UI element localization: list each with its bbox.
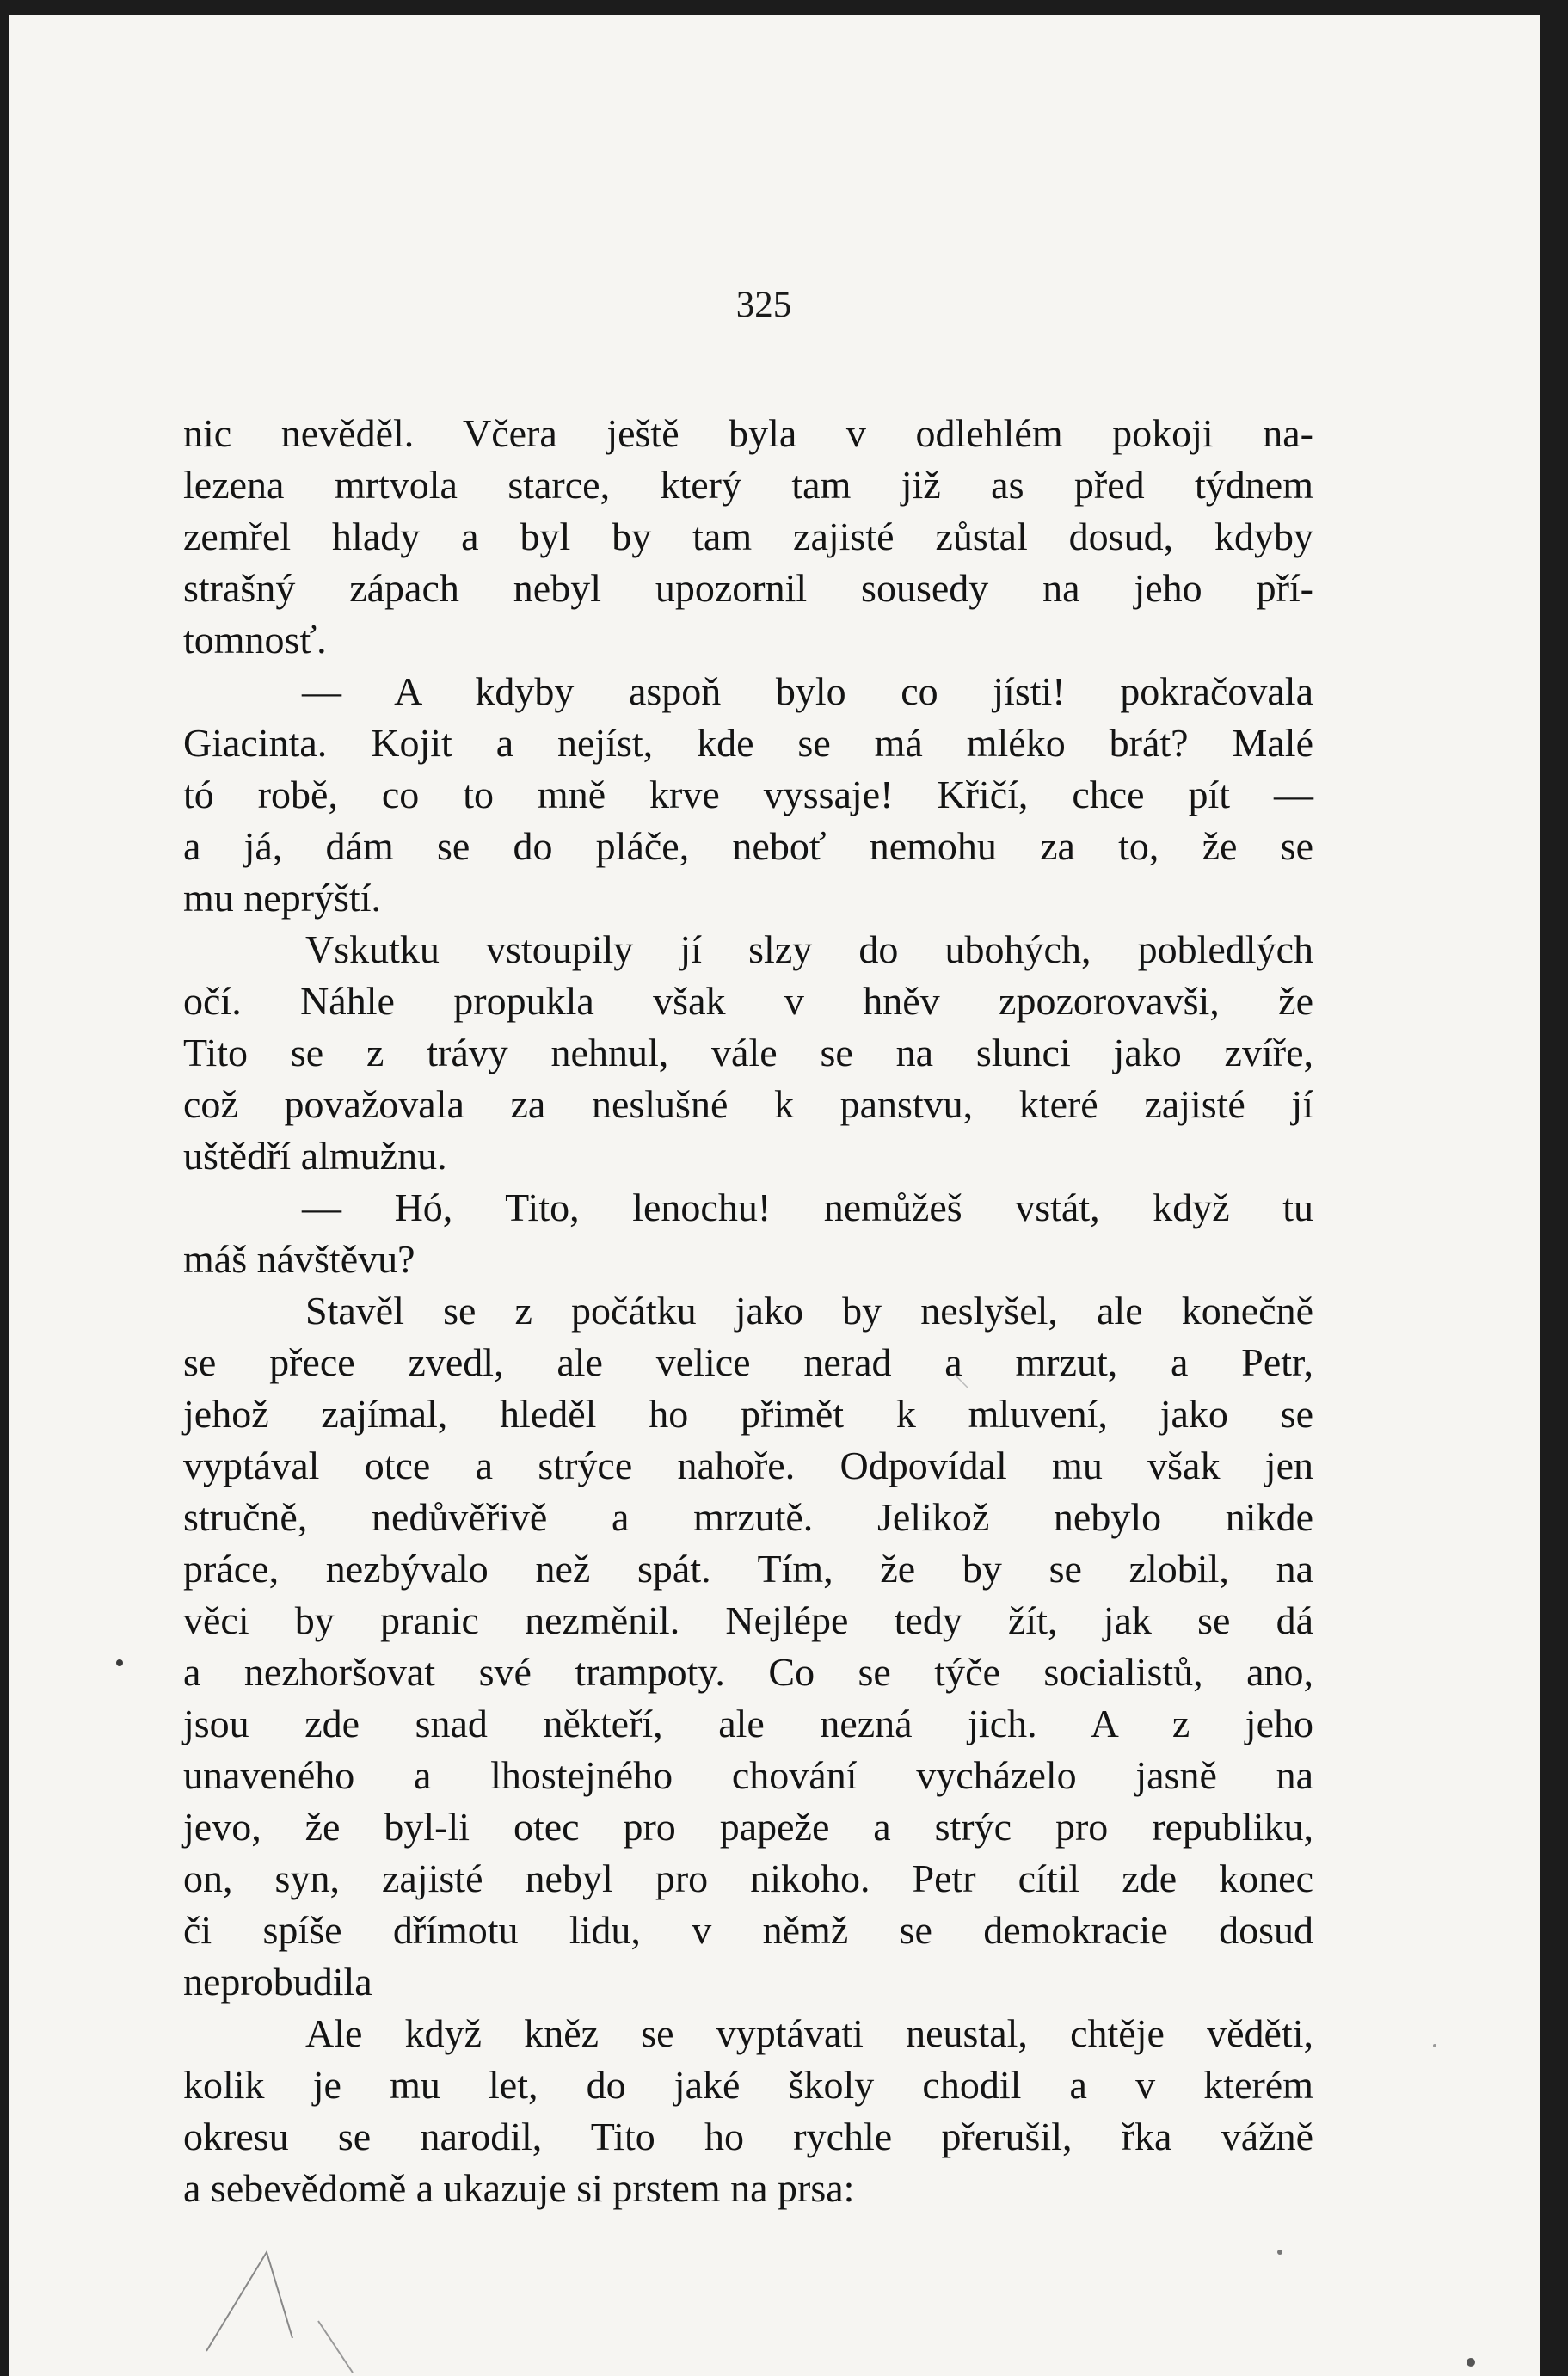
- text-line: či spíše dřímotu lidu, v němž se demokracie dosud: [183, 1908, 1313, 1952]
- paragraph-2: [183, 666, 1313, 924]
- text-line: věci by pranic nezměnil. Nejlépe tedy žít, jak se dá: [183, 1598, 1313, 1642]
- text-line: uštědří almužnu.: [183, 1134, 447, 1178]
- text-line: práce, nezbývalo než spát. Tím, že by se zlobil, na: [183, 1547, 1313, 1591]
- text-line: a sebevědomě a ukazuje si prstem na prsa:: [183, 2166, 855, 2210]
- text-line: lezena mrtvola starce, který tam již as před týdnem: [183, 463, 1313, 507]
- text-line: což považovala za neslušné k panstvu, které zajisté jí: [183, 1082, 1313, 1126]
- text-line: neprobudila: [183, 1960, 372, 2004]
- text-line: očí. Náhle propukla však v hněv zpozorovavši, že: [183, 979, 1313, 1023]
- text-line: vyptával otce a strýce nahoře. Odpovídal mu však jen: [183, 1443, 1313, 1487]
- text-line: máš návštěvu?: [183, 1237, 415, 1281]
- text-line: kolik je mu let, do jaké školy chodil a v kterém: [183, 2063, 1313, 2107]
- text-line: jsou zde snad někteří, ale nezná jich. A z jeho: [183, 1702, 1313, 1745]
- text-line: a já, dám se do pláče, neboť nemohu za to, že se: [183, 824, 1313, 868]
- text-line: Stavěl se z počátku jako by neslyšel, ale konečně: [305, 1289, 1313, 1333]
- text-line: Vskutku vstoupily jí slzy do ubohých, pobledlých: [305, 927, 1313, 971]
- text-line: Ale když kněz se vyptávati neustal, chtěje věděti,: [305, 2011, 1313, 2055]
- text-line: stručně, nedůvěřivě a mrzutě. Jelikož nebylo nikde: [183, 1495, 1313, 1539]
- text-line: — A kdyby aspoň bylo co jísti! pokračovala: [302, 669, 1313, 713]
- paragraph-4: [183, 1182, 1313, 1285]
- paragraph-5: [183, 1285, 1313, 2008]
- text-line: unaveného a lhostejného chování vycházelo jasně na: [183, 1753, 1313, 1797]
- book-page: [9, 15, 1540, 2376]
- text-line: zemřel hlady a byl by tam zajisté zůstal dosud, kdyby: [183, 514, 1313, 558]
- text-line: okresu se narodil, Tito ho rychle přerušil, řka vážně: [183, 2114, 1313, 2158]
- page-number: 325: [735, 285, 792, 325]
- page-text: [183, 408, 1313, 2214]
- paragraph-1: [183, 408, 1313, 666]
- text-line: tó robě, co to mně krve vyssaje! Křičí, chce pít —: [183, 773, 1313, 816]
- paragraph-3: [183, 924, 1313, 1182]
- text-line: nic nevěděl. Včera ještě byla v odlehlém pokoji na-: [183, 411, 1313, 455]
- paragraph-6: [183, 2008, 1313, 2214]
- text-line: Tito se z trávy nehnul, vále se na slunci jako zvíře,: [183, 1031, 1313, 1074]
- text-line: tomnosť.: [183, 618, 327, 662]
- text-line: strašný zápach nebyl upozornil sousedy na jeho pří-: [183, 566, 1313, 610]
- text-line: jehož zajímal, hleděl ho přimět k mluvení, jako se: [183, 1392, 1313, 1436]
- text-line: — Hó, Tito, lenochu! nemůžeš vstát, když tu: [302, 1185, 1313, 1229]
- text-line: on, syn, zajisté nebyl pro nikoho. Petr cítil zde konec: [183, 1856, 1313, 1900]
- text-line: Giacinta. Kojit a nejíst, kde se má mléko brát? Malé: [183, 721, 1313, 765]
- text-line: mu neprýští.: [183, 876, 381, 920]
- text-line: se přece zvedl, ale velice nerad a mrzut, a Petr,: [183, 1340, 1313, 1384]
- text-line: jevo, že byl-li otec pro papeže a strýc pro republiku,: [183, 1805, 1313, 1849]
- text-line: a nezhoršovat své trampoty. Co se týče socialistů, ano,: [183, 1650, 1313, 1694]
